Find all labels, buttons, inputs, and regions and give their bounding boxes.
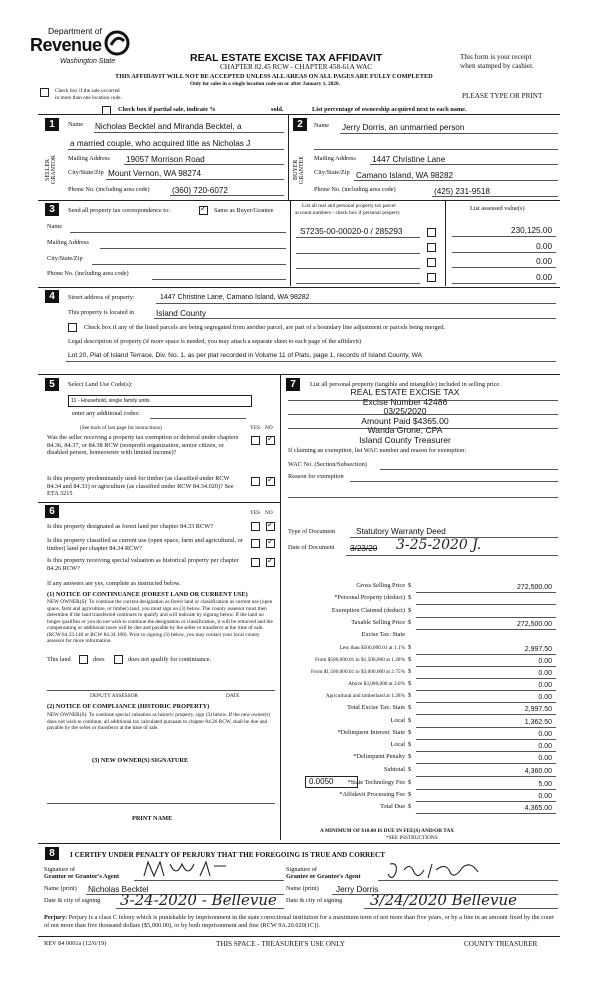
tax-row-value[interactable]: 0.00 [538,669,552,677]
tax-row-label: Above $3,000,000 at 3.0% [348,680,405,687]
corr-mailing-label: Mailing Address [47,239,89,246]
buyer-phone-label: Phone No. (including area code) [314,186,396,193]
legal-description-label: Legal description of property (if more space is needed, you may attach a separate sheet to each page of the affidavit) [68,338,362,345]
dollar-sign: $ [408,667,412,675]
buyer-phone[interactable]: (425) 231-9518 [434,187,490,196]
dollar-sign: $ [408,753,412,761]
parcel-header-2: account numbers - check box if personal property [295,210,401,216]
tax-row-value[interactable]: 4,360.00 [524,767,552,775]
stamp-line-2: Excise Number 42486 [362,396,448,407]
receipt-note-2: when stamped by cashier. [460,62,534,70]
s6-q1-no-checkbox[interactable] [266,522,275,531]
dollar-sign: $ [408,741,412,749]
seller-phone[interactable]: (360) 720-6072 [172,186,228,195]
dollar-sign: $ [408,791,412,798]
tax-row-value[interactable]: 5.00 [538,780,552,788]
certify-statement: I CERTIFY UNDER PENALTY OF PERJURY THAT THE FOREGOING IS TRUE AND CORRECT [70,851,385,859]
dollar-sign: $ [408,594,412,602]
dollar-sign: $ [408,716,412,724]
s5-q1-yes-checkbox[interactable] [251,436,260,445]
tax-row-label: *Affidavit Processing Fee [339,791,405,798]
section-4-number: 4 [45,290,59,303]
tax-row-value[interactable]: 0.00 [538,730,552,738]
doc-date-label: Date of Document [288,544,335,551]
buyer-mailing-label: Mailing Address [314,155,356,162]
notice-continuance-title: (1) NOTICE OF CONTINUANCE (FOREST LAND OR CURRENT USE) [47,591,248,598]
parcel-personal-checkbox-3[interactable] [427,258,436,267]
tax-row-label: Gross Selling Price [356,582,405,589]
segregated-checkbox[interactable] [68,323,77,332]
tax-row-value[interactable]: 2,997.50 [524,705,552,713]
grantor-sig-label-1: Signature of [44,866,75,873]
send-correspondence-label: Send all property tax correspondence to: [68,207,170,214]
dept-name: Revenue [30,35,102,55]
dollar-sign: $ [408,582,412,589]
form-subtitle: CHAPTER 82.45 RCW - CHAPTER 458-61A WAC [220,63,373,71]
does-not-label: does not qualify for continuance. [128,656,212,663]
minimum-note: A MINIMUM OF $10.00 IS DUE IN FEE(S) AND/OR TAX [320,828,455,834]
grantor-date-label: Date & city of signing [44,897,101,904]
grantee-sig-label-1: Signature of [286,866,317,873]
notice-compliance-body: NEW OWNER(S): To continue special valuation as historic property, sign (3) below. If the new owner(s) does not wish to continue, all additional tax calculated pursuant to chapter 84.26 RCW, shall be due and payable by the seller or transferor at the time of sale. [47,712,271,731]
stamp-line-6: Island County Treasurer [359,434,451,445]
same-as-buyer-checkbox[interactable] [199,206,208,215]
seller-side-label: SELLER GRANTOR [45,155,57,185]
dollar-sign: $ [408,765,412,773]
s6-question-3: Is this property receiving special valuation as historical property per chapter 84.26 RCW? [47,557,239,572]
section-7-number: 7 [286,378,300,391]
dollar-sign: $ [408,728,412,736]
stamp-line-4: Amount Paid $4365.00 [361,415,449,426]
deputy-assessor-label: DEPUTY ASSESSOR [90,693,138,699]
see-back-label: (See back of last page for instructions) [80,425,162,431]
tax-row-value[interactable]: 2,997.50 [524,645,552,653]
s5-q2-no-checkbox[interactable] [266,477,275,486]
tax-row-label: Subtotal [384,765,405,773]
seller-mailing-label: Mailing Address [68,155,110,162]
grantee-name[interactable]: Jerry Dorris [336,885,379,894]
assessed-value-4[interactable]: 0.00 [536,273,552,282]
seller-mailing[interactable]: 19057 Morrison Road [126,155,205,164]
see-instructions: *SEE INSTRUCTIONS [386,835,438,841]
s6-q3-no-checkbox[interactable] [266,558,275,567]
tax-row-value[interactable]: 272,500.00 [516,584,552,591]
tax-row-value[interactable]: 272,500.00 [516,620,552,628]
corr-name-label: Name [47,223,63,230]
additional-codes-label: enter any additional codes: [72,410,140,417]
does-label: does [93,656,105,663]
multi-location-label-1: Check box if the sale occurred [55,88,120,94]
s5-question-1: Was the seller receiving a property tax exemption or deferral under chapters 84.36, 84.37, or 84.38 RCW (nonprofit organization, senior citizen, or disabled person, homeowner with limited income)? [47,434,239,456]
seller-city-label: City/State/Zip [68,169,104,176]
buyer-mailing[interactable]: 1447 Christine Lane [372,155,446,164]
tax-row-label: *Personal Property (deduct) [334,594,405,602]
doc-date-handwritten[interactable]: 3-25-2020 J. [396,537,482,553]
grantee-signature[interactable] [384,860,484,882]
partial-sale-label: Check box if partial sale, indicate % [118,106,216,113]
dollar-sign: $ [408,655,412,663]
section-2-number: 2 [293,118,307,131]
s5-q2-yes-checkbox[interactable] [251,477,260,486]
grantee-date-handwritten[interactable]: 3/24/2020 Bellevue [370,891,518,909]
grantor-signature[interactable] [140,858,230,880]
grantor-date-handwritten[interactable]: 3-24-2020 - Bellevue [120,891,277,909]
tax-row-label: Local [390,741,405,749]
local-rate-box[interactable]: 0.0050 [305,776,358,788]
grantee-name-label: Name (print) [286,885,319,892]
dollar-sign: $ [408,679,412,687]
dept-line: Department of [48,26,102,36]
grantee-sig-label-2: Grantee or Grantee's Agent [286,873,361,880]
warning-banner: THIS AFFIDAVIT WILL NOT BE ACCEPTED UNLESS ALL AREAS ON ALL PAGES ARE FULLY COMPLETED [115,73,433,80]
ownership-note: List percentage of ownership acquired next to each name. [312,106,467,113]
s6-yes-label: YES [250,510,261,516]
buyer-city-label: City/State/Zip [314,169,350,176]
stamp-line-5: Wanda Grone, CPA [367,425,443,436]
section-5-number: 5 [45,378,59,391]
assessed-value-1[interactable]: 230,125.00 [511,226,552,235]
tax-row-value[interactable]: 4,365.00 [524,805,552,813]
land-does-checkbox[interactable] [79,655,88,664]
dollar-sign: $ [408,606,412,614]
tax-row-value[interactable]: 1,362.50 [524,718,552,726]
dollar-sign: $ [408,618,412,626]
perjury-label: Perjury: [44,914,68,921]
tax-row-value[interactable]: 0.00 [538,681,552,689]
receipt-note-1: This form is your receipt [460,53,532,61]
parcel-personal-checkbox-2[interactable] [427,243,436,252]
s5-yes-label: YES [250,425,261,431]
personal-property-label: List all personal property (tangible and intangible) included in selling price. [310,381,501,388]
tax-row-value[interactable]: 0.00 [538,793,552,800]
s6-q1-yes-checkbox[interactable] [251,522,260,531]
grantee-date-label: Date & city of signing [286,897,343,904]
print-name-label: PRINT NAME [132,815,173,822]
stamp-line-3: 03/25/2020 [383,406,427,417]
new-owner-signature-label: (3) NEW OWNER(S) SIGNATURE [92,757,189,764]
tax-row-label: From $500,000.01 to $1,500,000 at 1.28% [314,656,405,663]
buyer-name-label: Name [314,122,330,129]
s5-q1-no-checkbox[interactable] [266,436,275,445]
reason-label: Reason for exemption [288,473,344,480]
tax-row-label: Excise Tax: State [361,631,405,639]
section-1-number: 1 [45,118,59,131]
doc-type[interactable]: Statutory Warranty Deed [356,527,446,536]
this-land-label: This land [47,656,71,663]
tax-row-label: *State Technology Fee [347,778,405,786]
multi-location-checkbox[interactable] [40,88,49,97]
tax-row-value[interactable]: 0.00 [538,743,552,751]
dollar-sign: $ [408,778,412,786]
tax-row-label: *Delinquent Penalty [353,753,405,761]
s6-no-label: NO [265,510,273,516]
legal-description[interactable]: Lot 20, Plat of Island Terrace, Div. No. 1, as per plat recorded in Volume 11 of Plats, page 1, records of Island County, WA [68,352,423,359]
seller-name-line-1[interactable]: Nicholas Becktel and Miranda Becktel, a [95,122,242,131]
dollar-sign: $ [408,803,412,811]
dollar-sign: $ [408,691,412,699]
corr-city-label: City/State/Zip [47,255,83,262]
s6-if-yes: If any answers are yes, complete as instructed below. [47,580,181,587]
located-label: This property is located in [68,309,135,316]
parcel-personal-checkbox-4[interactable] [427,273,436,282]
tax-row-label: Local [390,716,405,724]
exemption-label: If claiming an exemption, list WAC number and reason for exemption: [288,447,467,454]
perjury-text: Perjury is a class C felony which is punishable by imprisonment in the state correctional institution for a maximum term of not more than five years, or by a fine in an amount fixed by the court of not more than five thousand dollars ($5,000.00), or by both imprisonment and fine (RCW 9A.20.020(1C)). [44,914,554,929]
buyer-city[interactable]: Camano Island, WA 98282 [356,171,454,180]
s6-question-1: Is this property designated as forest land per chapter 84.33 RCW? [47,523,213,530]
land-use-select[interactable]: 11 - Household, single family units [68,395,252,407]
form-title: REAL ESTATE EXCISE TAX AFFIDAVIT [190,52,383,64]
buyer-name[interactable]: Jerry Dorris, an unmarried person [342,123,465,132]
doc-type-label: Type of Document [288,528,336,535]
seller-name-line-2[interactable]: a married couple, who acquired title as Nicholas J [70,139,251,148]
assessed-value-2[interactable]: 0.00 [536,242,552,251]
tax-row-value[interactable]: 0.00 [538,657,552,665]
notice-continuance-body: NEW OWNER(S): To continue the current designation as forest land or classification as current use (open space, farm and agriculture, or timber) land, you must sign on (3) below. The county assessor must then determine if the land transferred continues to qualify and will indicate by signing below. If the land no longer qualifies or you do not wish to continue the designation or classification, it will be removed and the compensating or additional taxes will be due and payable by the seller or transferor at the time of sale. (RCW 84.33.140 or RCW 84.34.108). Prior to signing (3) below, you may contact your local county assessor for more information. [47,599,273,644]
s6-q2-yes-checkbox[interactable] [251,539,260,548]
stamp-line-1: REAL ESTATE EXCISE TAX [350,387,460,397]
parcel-personal-checkbox-1[interactable] [427,228,436,237]
corr-phone-label: Phone No. (including area code) [47,270,129,277]
tax-row-label: Less than $500,000.01 at 1.1% [339,644,405,651]
parcel-number-1[interactable]: S7235-00-00020-0 / 285293 [300,227,403,236]
grantor-sig-label-2: Grantor or Grantor's Agent [44,873,120,880]
assessed-header: List assessed value(s) [470,205,525,212]
deputy-date-label: DATE [226,693,240,699]
s6-question-2: Is this property classified as current use (open space, farm and agricultural, or timber) land per chapter 84.34 RCW? [47,537,243,552]
dor-swirl-icon [104,30,130,56]
single-transaction-note: Only for sales in a single location code on or after January 1, 2020. [190,81,340,87]
county-treasurer: COUNTY TREASURER [464,940,538,948]
state-name: Washington State [60,58,116,65]
street-label: Street address of property: [68,294,135,301]
notice-compliance-title: (2) NOTICE OF COMPLIANCE (HISTORIC PROPERTY) [47,703,210,710]
tax-row-label: Exemption Claimed (deduct) [331,606,405,614]
section-3-number: 3 [45,203,59,216]
grantor-name[interactable]: Nicholas Becktel [88,885,149,894]
section-8-number: 8 [45,847,59,860]
s5-no-label: NO [265,425,273,431]
seller-phone-label: Phone No. (including area code) [68,186,150,193]
property-street[interactable]: 1447 Christine Lane, Camano Island, WA 98282 [160,294,310,301]
section-6-number: 6 [45,505,59,518]
dor-logo [30,26,140,74]
please-type: PLEASE TYPE OR PRINT [462,92,543,100]
land-use-label: Select Land Use Code(s): [68,381,133,388]
sold-label: sold. [271,106,284,113]
tax-row-label: *Delinquent Interest: State [337,728,405,736]
tax-row-label: Agricultural and timberland at 1.28% [325,692,405,699]
dollar-sign: $ [408,643,412,651]
s6-q3-yes-checkbox[interactable] [251,558,260,567]
treasurer-use-only: THIS SPACE - TREASURER'S USE ONLY [216,940,345,948]
s5-question-2: Is this property predominantly used for timber (as classified under RCW 84.34 and 84.33) or agriculture (as classified under RCW 84.34.020)? See ETA 3215 [47,475,234,497]
tax-row-label: Total Due [380,803,405,811]
tax-row-value[interactable]: 0.00 [538,755,552,763]
property-county[interactable]: Island County [156,309,207,318]
tax-row-label: Taxable Selling Price [351,618,405,626]
multi-location-label-2: in more than one location code. [55,95,122,101]
assessed-value-3[interactable]: 0.00 [536,257,552,266]
tax-row-value[interactable]: 0.00 [538,693,552,701]
tax-row-label: Total Excise Tax: State [347,703,405,711]
dollar-sign: $ [408,703,412,711]
seller-city[interactable]: Mount Vernon, WA 98274 [108,169,202,178]
tax-row-label: From $1,500,000.01 to $3,000,000 at 2.75% [310,668,405,675]
grantor-name-label: Name (print) [44,885,77,892]
seller-name-label: Name [68,121,84,128]
perjury-note [44,914,556,929]
segregated-label: Check box if any of the listed parcels are being segregated from another parcel, are part of a boundary line adjustment or parcels being merged. [84,324,446,331]
wac-label: WAC No. (Section/Subsection) [288,461,367,468]
doc-date-struck[interactable]: 3/23/20 [350,544,378,553]
same-as-buyer-label: Same as Buyer/Grantee [214,207,274,214]
form-id: REV 84 0001a (12/6/19) [44,940,107,947]
land-does-not-checkbox[interactable] [114,655,123,664]
treasurer-stamp [330,388,480,446]
buyer-side-label: BUYER GRANTEE [293,156,305,184]
s6-q2-no-checkbox[interactable] [266,539,275,548]
parcel-header-1: List all real and personal property tax parcel [302,203,396,209]
